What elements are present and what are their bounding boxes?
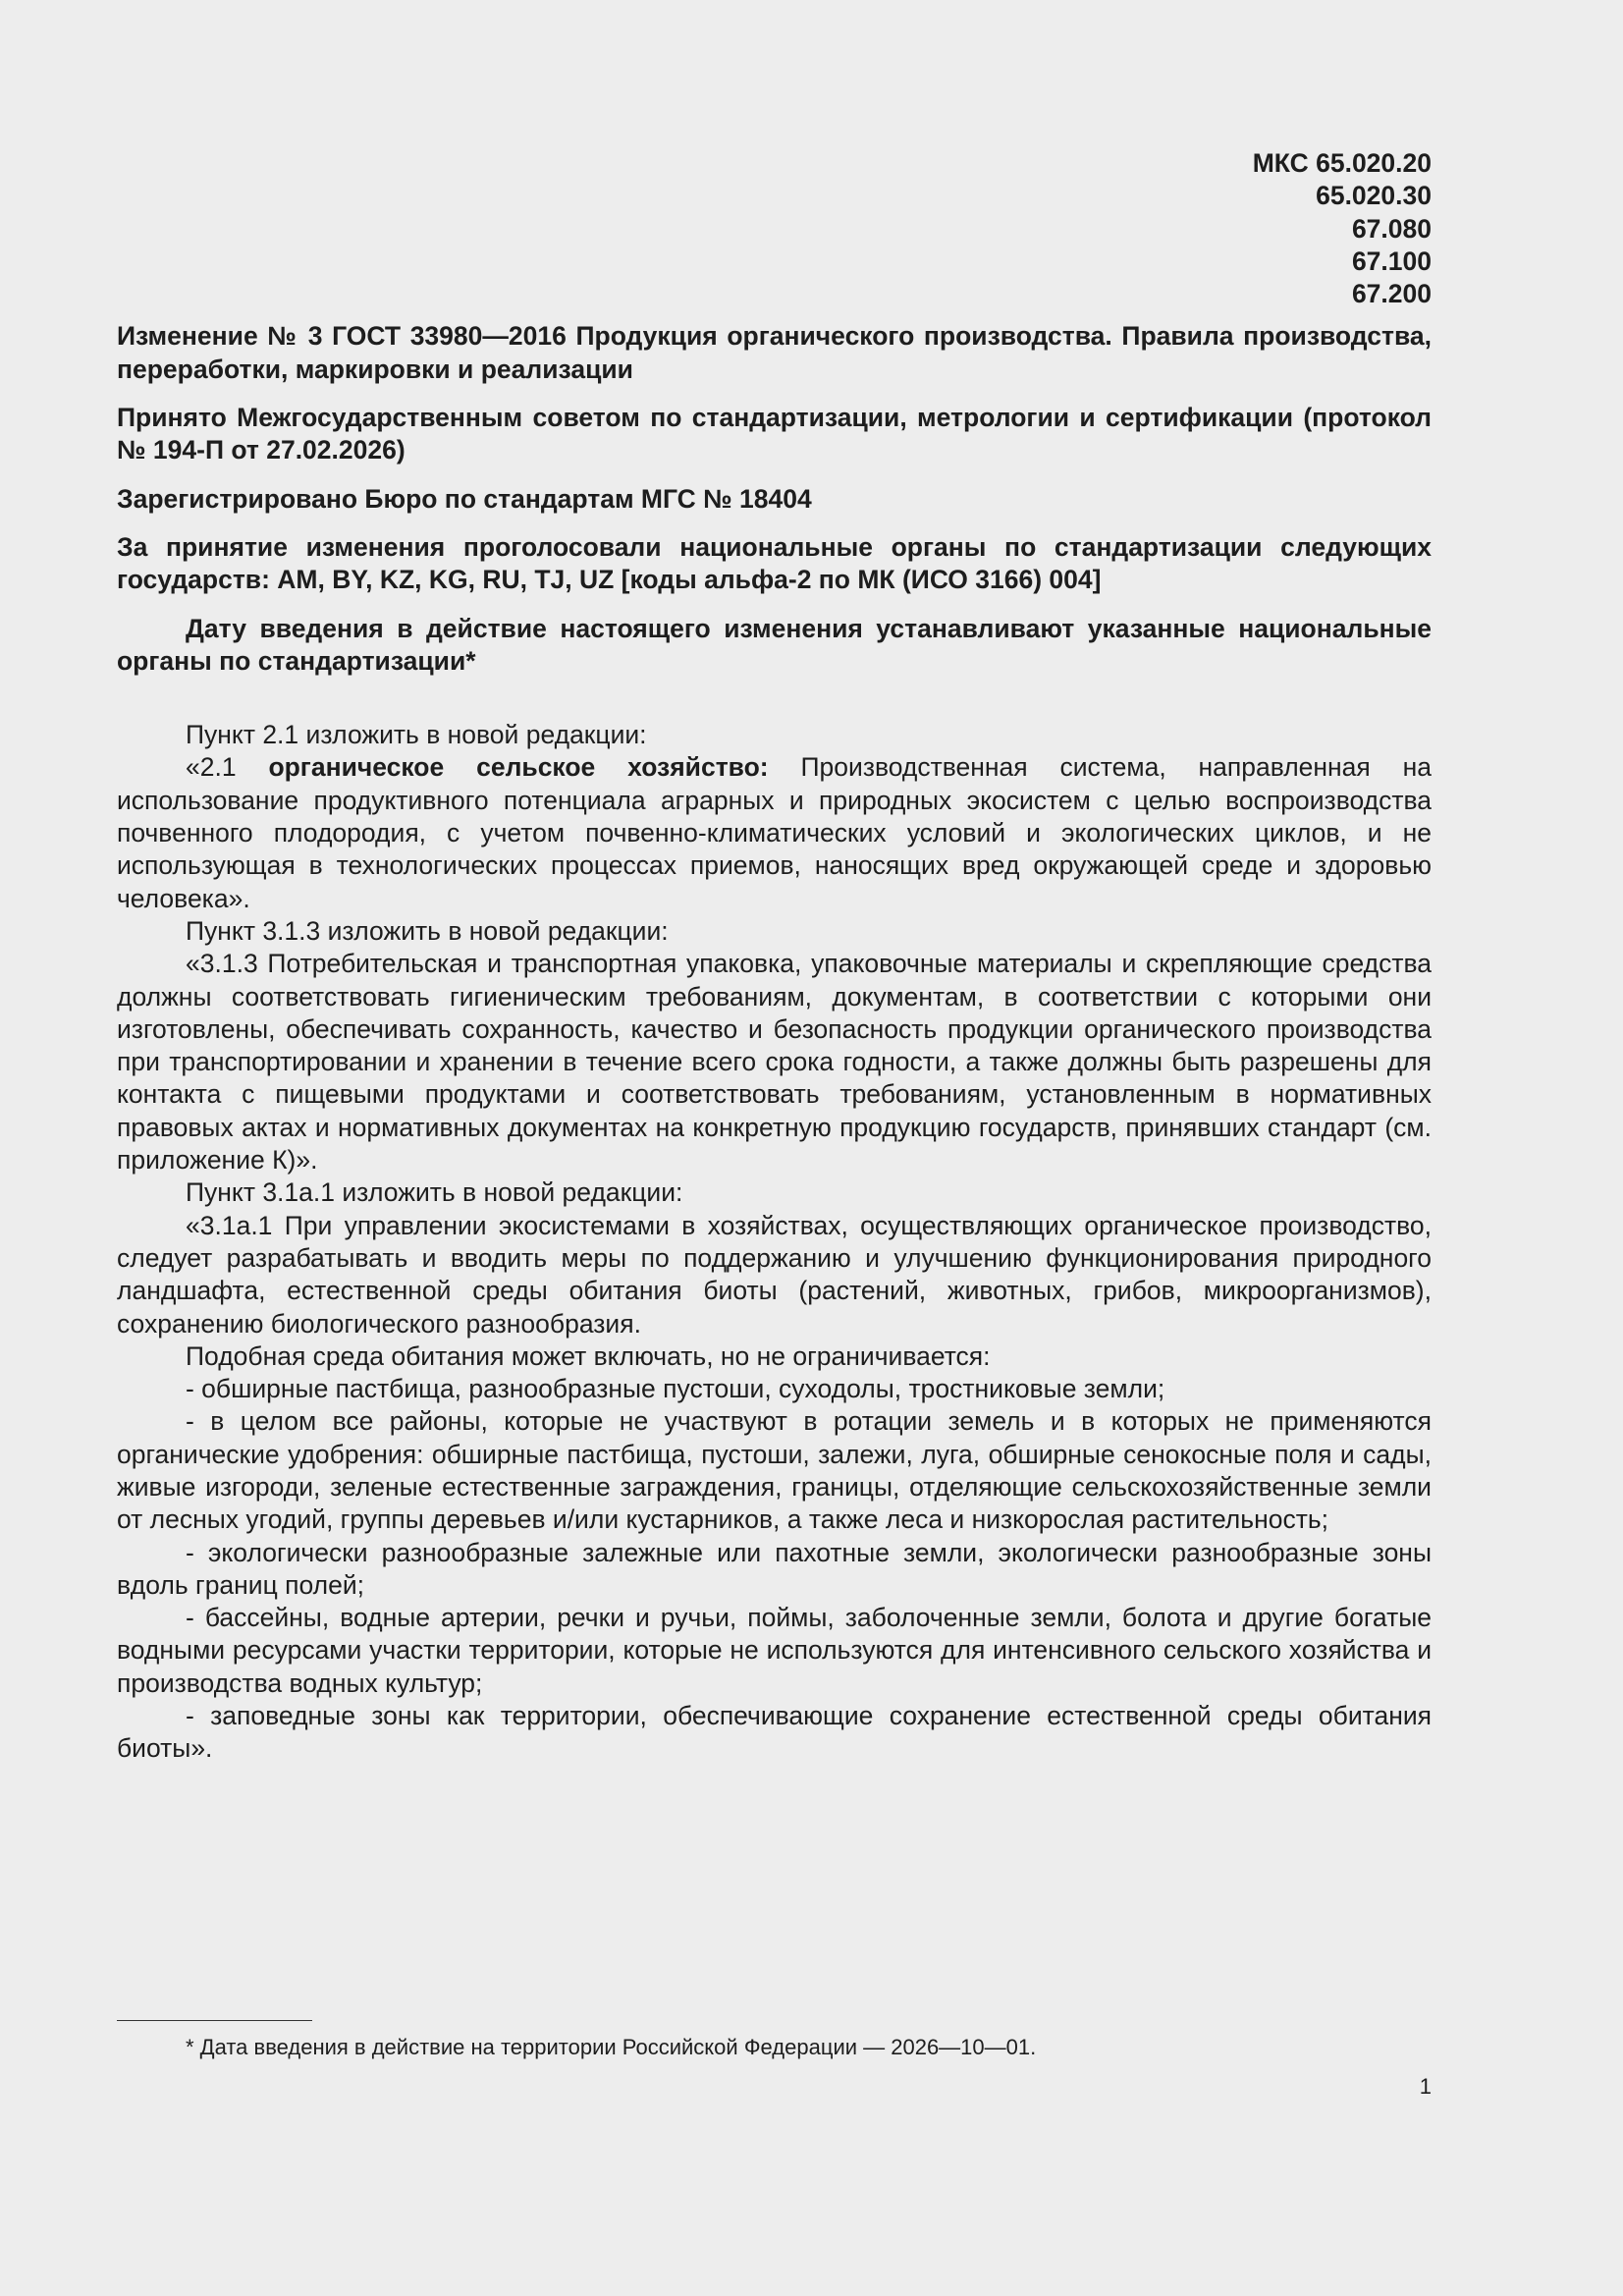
paragraph: Пункт 2.1 изложить в новой редакции: bbox=[186, 720, 647, 750]
list-item: - экологически разнообразные залежные или пахотные земли, экологически разнообразные зоны вдоль границ полей; bbox=[117, 1537, 1432, 1600]
paragraph: «3.1.3 Потребительская и транспортная упаковка, упаковочные материалы и скрепляющие средства должны соответствовать гигиеническим требованиям, документам, в соответствии с которыми они изготовлены, обеспечивать сохранность, качество и безопасность продукции органического производства при транспортировании и хранении в течение всего срока годности, а также должны быть разрешены для контакта с пищевыми продуктами и соответствовать требованиям, установленным в нормативных правовых актах и нормативных документах на конкретную продукцию государств, принявших стандарт (см. приложение К)». bbox=[117, 949, 1432, 1175]
definition-prefix: «2.1 bbox=[186, 752, 269, 783]
definition-text: Производственная система, направленная на использование продуктивного потенциала аграрных и природных экосистем с целью воспроизводства почвенного плодородия, с учетом почвенно-климатических условий и экологических циклов, и не использующая в технологических процессах приемов, наносящих вред окружающей среде и здоровью человека». bbox=[117, 752, 1432, 913]
registration-statement: Зарегистрировано Бюро по стандартам МГС № 18404 bbox=[117, 483, 812, 514]
paragraph: Пункт 3.1.3 изложить в новой редакции: bbox=[186, 915, 669, 946]
footnote-divider bbox=[117, 2020, 312, 2021]
voting-statement: За принятие изменения проголосовали национальные органы по стандартизации следующих государств: AM, BY, KZ, KG, RU, TJ, UZ [коды альфа-2 по МК (ИСО 3166) 004] bbox=[117, 531, 1432, 595]
footnote: * Дата введения в действие на территории Российской Федерации — 2026—10—01. bbox=[186, 2035, 1037, 2059]
list-item: - заповедные зоны как территории, обеспечивающие сохранение естественной среды обитания биоты». bbox=[117, 1701, 1432, 1764]
classification-code: 67.080 bbox=[1351, 213, 1432, 244]
list-item: - бассейны, водные артерии, речки и ручьи, поймы, заболоченные земли, болота и другие богатые водными ресурсами участки территории, которые не используются для интенсивного сельского хозяйства и производства водных культур; bbox=[117, 1603, 1432, 1698]
effective-date-statement: Дату введения в действие настоящего изменения устанавливают указанные национальные органы по стандартизации* bbox=[117, 613, 1432, 676]
classification-code: 67.100 bbox=[1351, 246, 1432, 276]
list-item: - в целом все районы, которые не участвуют в ротации земель и в которых не применяются органические удобрения: обширные пастбища, пустоши, залежи, луга, обширные сенокосные поля и сады, живые изгороди, зеленые естественные заграждения, границы, отделяющие сельскохозяйственные земли от лесных угодий, группы деревьев и/или кустарников, а также леса и низкорослая растительность; bbox=[117, 1406, 1432, 1535]
page-number: 1 bbox=[1419, 2074, 1432, 2099]
classification-code: МКС 65.020.20 bbox=[1252, 148, 1432, 178]
list-item: - обширные пастбища, разнообразные пустоши, суходолы, тростниковые земли; bbox=[186, 1374, 1165, 1404]
document-content bbox=[117, 147, 1432, 1766]
adoption-statement: Принято Межгосударственным советом по стандартизации, метрологии и сертификации (протокол № 194-П от 27.02.2026) bbox=[117, 403, 1432, 465]
amendment-body bbox=[117, 719, 1432, 1766]
paragraph: Подобная среда обитания может включать, но не ограничивается: bbox=[186, 1340, 991, 1371]
classification-code: 65.020.30 bbox=[1316, 181, 1432, 211]
classification-codes bbox=[117, 147, 1432, 310]
paragraph-definition bbox=[117, 751, 1432, 914]
paragraph: Пункт 3.1а.1 изложить в новой редакции: bbox=[186, 1177, 683, 1208]
amendment-title: Изменение № 3 ГОСТ 33980—2016 Продукция органического производства. Правила производства, переработки, маркировки и реализации bbox=[117, 321, 1432, 384]
defined-term: органическое сельское хозяйство: bbox=[268, 752, 769, 783]
paragraph: «3.1а.1 При управлении экосистемами в хозяйствах, осуществляющих органическое производство, следует разрабатывать и вводить меры по поддержанию и улучшению функционирования природного ландшафта, естественной среды обитания биоты (растений, животных, грибов, микроорганизмов), сохранению биологического разнообразия. bbox=[117, 1210, 1432, 1339]
classification-code: 67.200 bbox=[1351, 279, 1432, 309]
